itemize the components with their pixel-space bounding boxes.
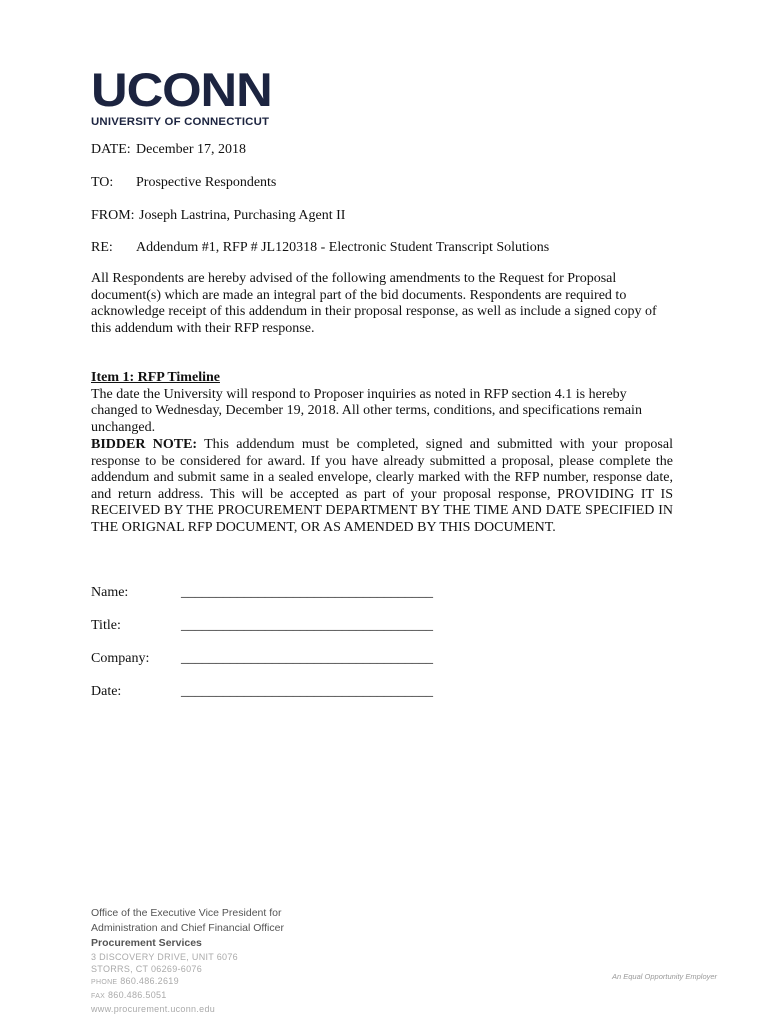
- bidder-note-label: BIDDER NOTE:: [91, 437, 198, 452]
- office-line-2: Administration and Chief Financial Officer: [91, 922, 284, 934]
- intro-paragraph: All Respondents are hereby advised of the following amendments to the Request for Proposal document(s) which are made an integral part of the bid documents. Respondents are required to acknowledge receipt of this addendum in their proposal response, as well as include a signed copy of this addendum with their RFP response.: [91, 271, 657, 336]
- re-line: [91, 239, 550, 256]
- bidder-note-body: This addendum must be completed, signed and submitted with your proposal response to be considered for award. If you have already submitted a proposal, please complete the addendum and submit same in a sealed envelope, clearly marked with the RFP number, response date, and return address. This will be accepted as part of your proposal response, PROVIDING IT IS RECEIVED BY THE PROCUREMENT DEPARTMENT BY THE TIME AND DATE SPECIFIED IN THE ORIGNAL RFP DOCUMENT, OR AS AMENDED BY THIS DOCUMENT.: [91, 437, 673, 535]
- footer-address: [91, 906, 284, 1015]
- name-label: Name:: [91, 585, 129, 600]
- fax-number: 860.486.5051: [107, 990, 167, 1000]
- item1-heading: Item 1: RFP Timeline: [91, 370, 220, 385]
- website-link[interactable]: www.procurement.uconn.edu: [91, 1004, 216, 1014]
- from-value: Joseph Lastrina, Purchasing Agent II: [139, 208, 346, 223]
- signature-title-row: [91, 617, 433, 634]
- date-blank: ____________________________________: [181, 684, 433, 699]
- date-line: [91, 141, 247, 158]
- address-line-1: 3 DISCOVERY DRIVE, UNIT 6076: [91, 952, 238, 962]
- fax-line: [91, 989, 284, 1003]
- phone-line: [91, 975, 284, 989]
- from-line: [91, 207, 346, 224]
- item1-section: [91, 370, 673, 436]
- re-value: Addendum #1, RFP # JL120318 - Electronic Student Transcript Solutions: [136, 240, 550, 255]
- phone-label: PHONE: [91, 979, 118, 986]
- fax-label: FAX: [91, 993, 106, 1000]
- logo-subtitle: UNIVERSITY OF CONNECTICUT: [91, 116, 270, 128]
- name-blank: ____________________________________: [181, 585, 433, 600]
- from-label: FROM:: [91, 208, 135, 223]
- to-line: [91, 174, 277, 191]
- equal-opportunity-statement: An Equal Opportunity Employer: [612, 972, 718, 981]
- department-name: Procurement Services: [91, 937, 202, 949]
- company-blank: ____________________________________: [181, 651, 433, 666]
- phone-number: 860.486.2619: [120, 976, 179, 986]
- title-label: Title:: [91, 618, 121, 633]
- to-label: TO:: [91, 175, 114, 190]
- date-value: December 17, 2018: [136, 142, 247, 157]
- logo-wordmark: UCONN: [91, 63, 272, 116]
- office-line-1: Office of the Executive Vice President for: [91, 907, 282, 919]
- uconn-logo: [91, 63, 287, 128]
- item1-body: The date the University will respond to Proposer inquiries as noted in RFP section 4.1 is hereby changed to Wednesday, December 19, 2018. All other terms, conditions, and specifications remain unchanged.: [91, 386, 642, 435]
- company-label: Company:: [91, 651, 150, 666]
- bidder-note: [91, 437, 673, 537]
- address-line-2: STORRS, CT 06269-6076: [91, 964, 203, 974]
- signature-name-row: [91, 584, 433, 601]
- to-value: Prospective Respondents: [136, 175, 277, 190]
- sig-date-label: Date:: [91, 684, 122, 699]
- signature-company-row: [91, 650, 433, 667]
- date-label: DATE:: [91, 142, 131, 157]
- title-blank: ____________________________________: [181, 618, 433, 633]
- signature-date-row: [91, 683, 433, 700]
- re-label: RE:: [91, 240, 113, 255]
